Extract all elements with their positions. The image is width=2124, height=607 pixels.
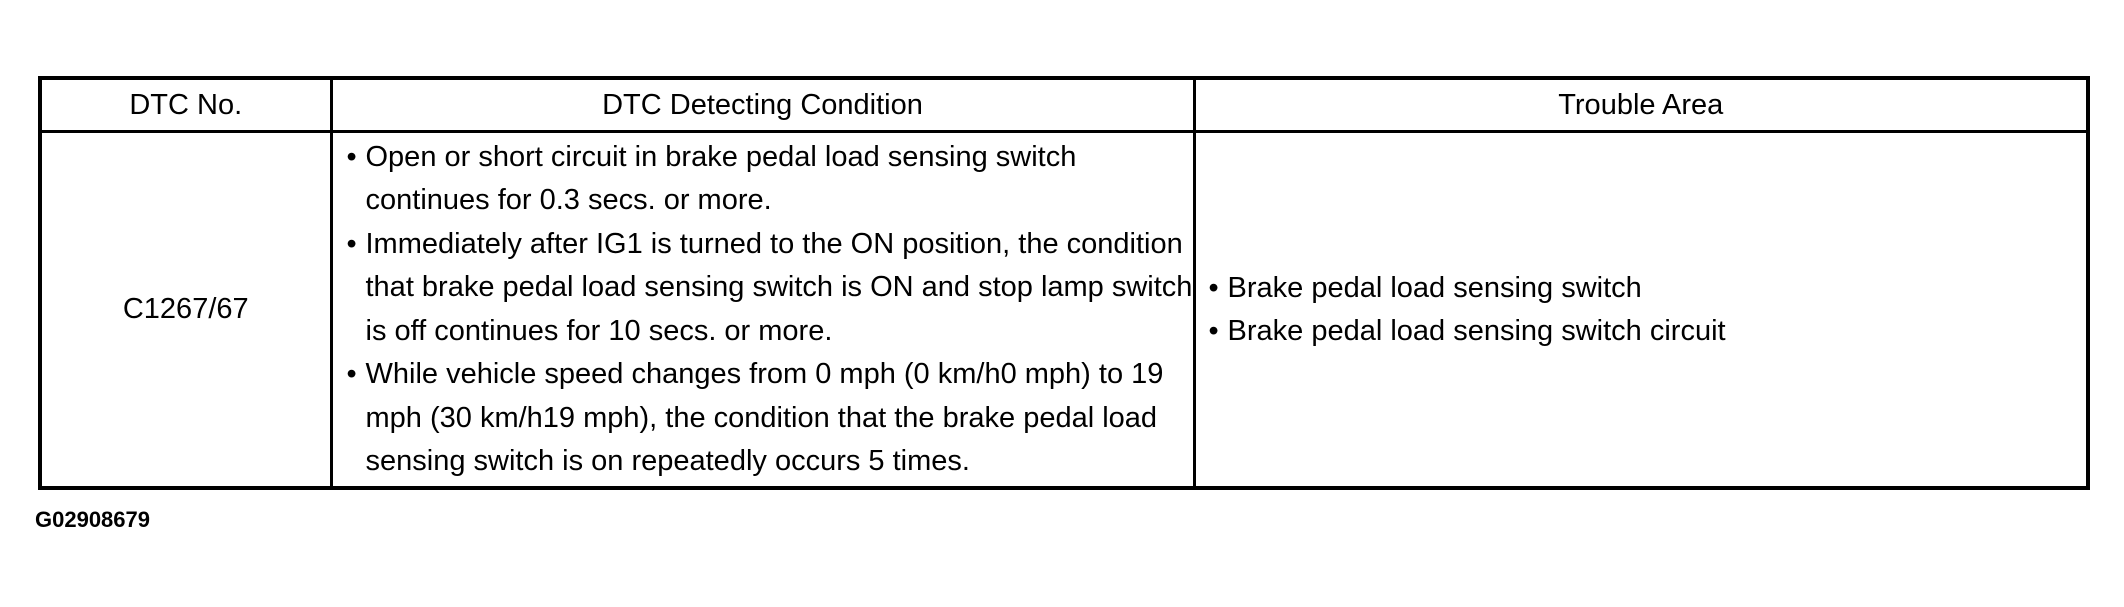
dtc-table bbox=[38, 76, 2090, 490]
dtc-code-cell: C1267/67 bbox=[40, 132, 331, 489]
condition-item: • While vehicle speed changes from 0 mph (0 km/h0 mph) to 19 mph (30 km/h19 mph), the condition that the brake pedal load sensing switch is on repeatedly occurs 5 times. bbox=[347, 353, 1193, 484]
trouble-area-item: • Brake pedal load sensing switch bbox=[1209, 267, 2087, 310]
header-row bbox=[40, 78, 2088, 132]
trouble-area-list bbox=[1196, 267, 2087, 353]
header-dtc-no: DTC No. bbox=[40, 78, 331, 132]
condition-item: • Immediately after IG1 is turned to the ON position, the condition that brake pedal load sensing switch is ON and stop lamp switch is off continues for 10 secs. or more. bbox=[347, 223, 1193, 354]
trouble-area-cell bbox=[1194, 132, 2088, 489]
figure-id: G02908679 bbox=[35, 507, 150, 532]
trouble-area-item: • Brake pedal load sensing switch circuit bbox=[1209, 310, 2087, 353]
detecting-condition-cell bbox=[331, 132, 1194, 489]
header-detecting-condition: DTC Detecting Condition bbox=[331, 78, 1194, 132]
table-row bbox=[40, 132, 2088, 489]
condition-item: • Open or short circuit in brake pedal load sensing switch continues for 0.3 secs. or more. bbox=[347, 136, 1193, 223]
condition-list bbox=[333, 136, 1193, 484]
header-trouble-area: Trouble Area bbox=[1194, 78, 2088, 132]
